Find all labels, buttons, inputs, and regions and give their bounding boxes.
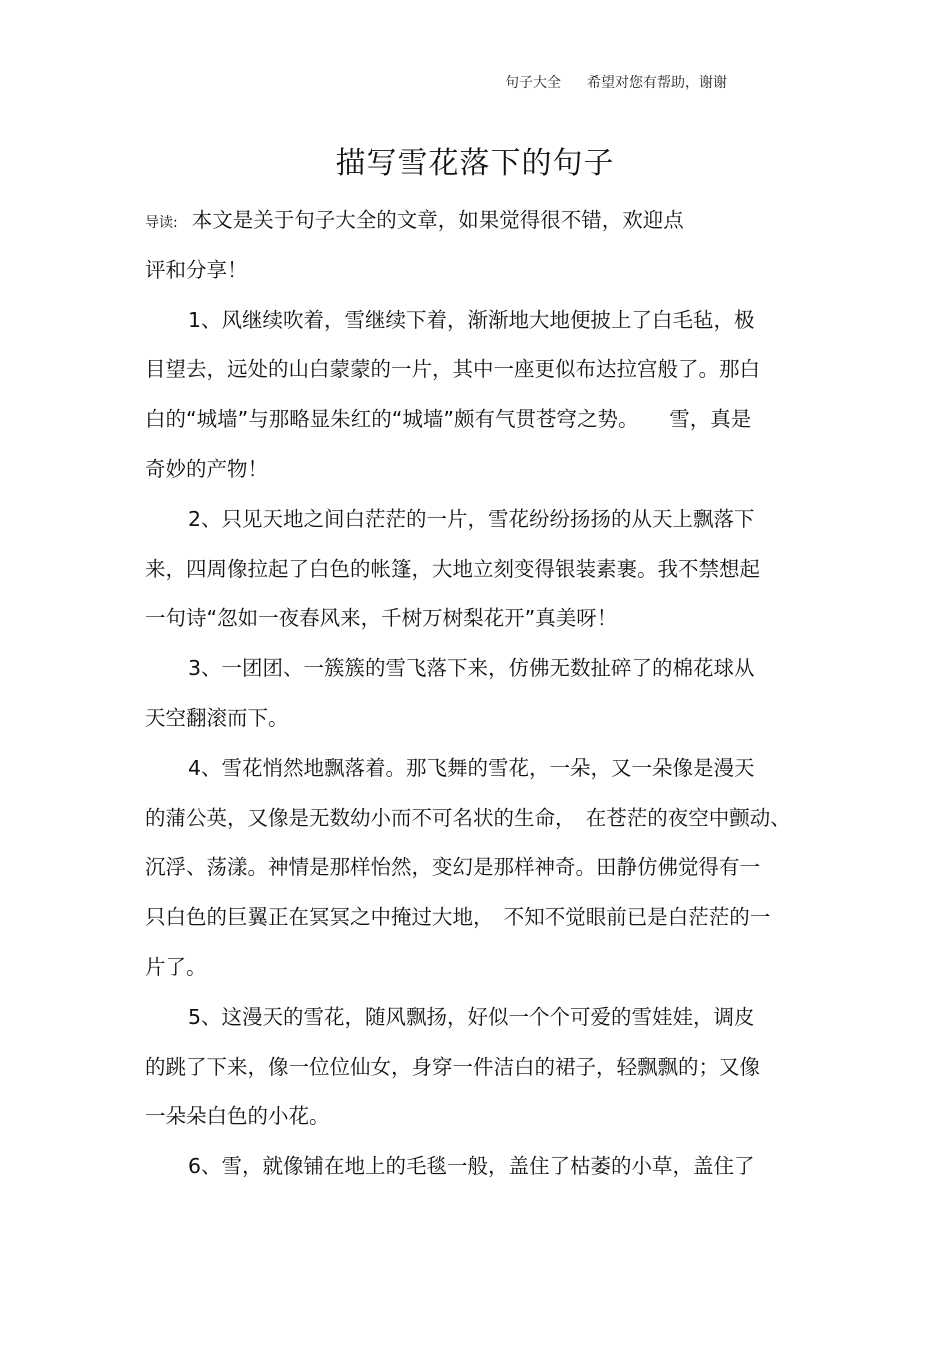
- article-body: [145, 196, 810, 1192]
- paragraph-line: 1、风继续吹着，雪继续下着，渐渐地大地便披上了白毛毡，极: [188, 307, 755, 332]
- paragraph-line: 来，四周像拉起了白色的帐篷，大地立刻变得银装素裹。我不禁想起: [145, 556, 760, 581]
- paragraph-line: 4、雪花悄然地飘落着。那飞舞的雪花，一朵，又一朵像是漫天: [188, 755, 755, 780]
- paragraph-line: 6、雪，就像铺在地上的毛毯一般，盖住了枯萎的小草，盖住了: [188, 1154, 755, 1179]
- paragraph-line: 片了。: [145, 954, 207, 979]
- header-thanks: 希望对您有帮助，谢谢: [587, 75, 727, 91]
- paragraph-line: 一句诗“忽如一夜春风来，千树万树梨花开”真美呀！: [145, 606, 618, 631]
- paragraph-line: 的跳了下来，像一位位仙女，身穿一件洁白的裙子，轻飘飘的；又像: [145, 1054, 760, 1079]
- paragraph-line: 白的“城墙”与那略显朱红的“城墙”颇有气贯苍穹之势。 雪，真是: [145, 407, 752, 432]
- paragraph-line: 沉浮、荡漾。神情是那样怡然，变幻是那样神奇。田静仿佛觉得有一: [145, 855, 760, 880]
- page-header: [505, 72, 727, 92]
- paragraph-line: 天空翻滚而下。: [145, 705, 289, 730]
- paragraph-line: 2、只见天地之间白茫茫的一片，雪花纷纷扬扬的从天上飘落下: [188, 506, 755, 531]
- paragraph-line: 只白色的巨翼正在冥冥之中掩过大地， 不知不觉眼前已是白茫茫的一: [145, 905, 771, 930]
- paragraph-line: 3、一团团、一簇簇的雪飞落下来，仿佛无数扯碎了的棉花球从: [188, 656, 755, 681]
- paragraph-line: 的蒲公英，又像是无数幼小而不可名状的生命， 在苍茫的夜空中颤动、: [145, 805, 791, 830]
- article-title: 描写雪花落下的句子: [335, 146, 615, 181]
- paragraph-line: 一朵朵白色的小花。: [145, 1104, 330, 1129]
- paragraph-line: 5、这漫天的雪花，随风飘扬，好似一个个可爱的雪娃娃，调皮: [188, 1004, 755, 1029]
- intro-line: 评和分享！: [145, 257, 248, 282]
- paragraph-line: 目望去，远处的山白蒙蒙的一片，其中一座更似布达拉宫般了。那白: [145, 357, 760, 382]
- header-source: 句子大全: [505, 75, 561, 91]
- intro-line: [145, 196, 810, 246]
- intro-label: 导读:: [145, 215, 178, 231]
- paragraph-line: 奇妙的产物！: [145, 456, 268, 481]
- intro-text: 本文是关于句子大全的文章，如果觉得很不错，欢迎点: [191, 208, 684, 232]
